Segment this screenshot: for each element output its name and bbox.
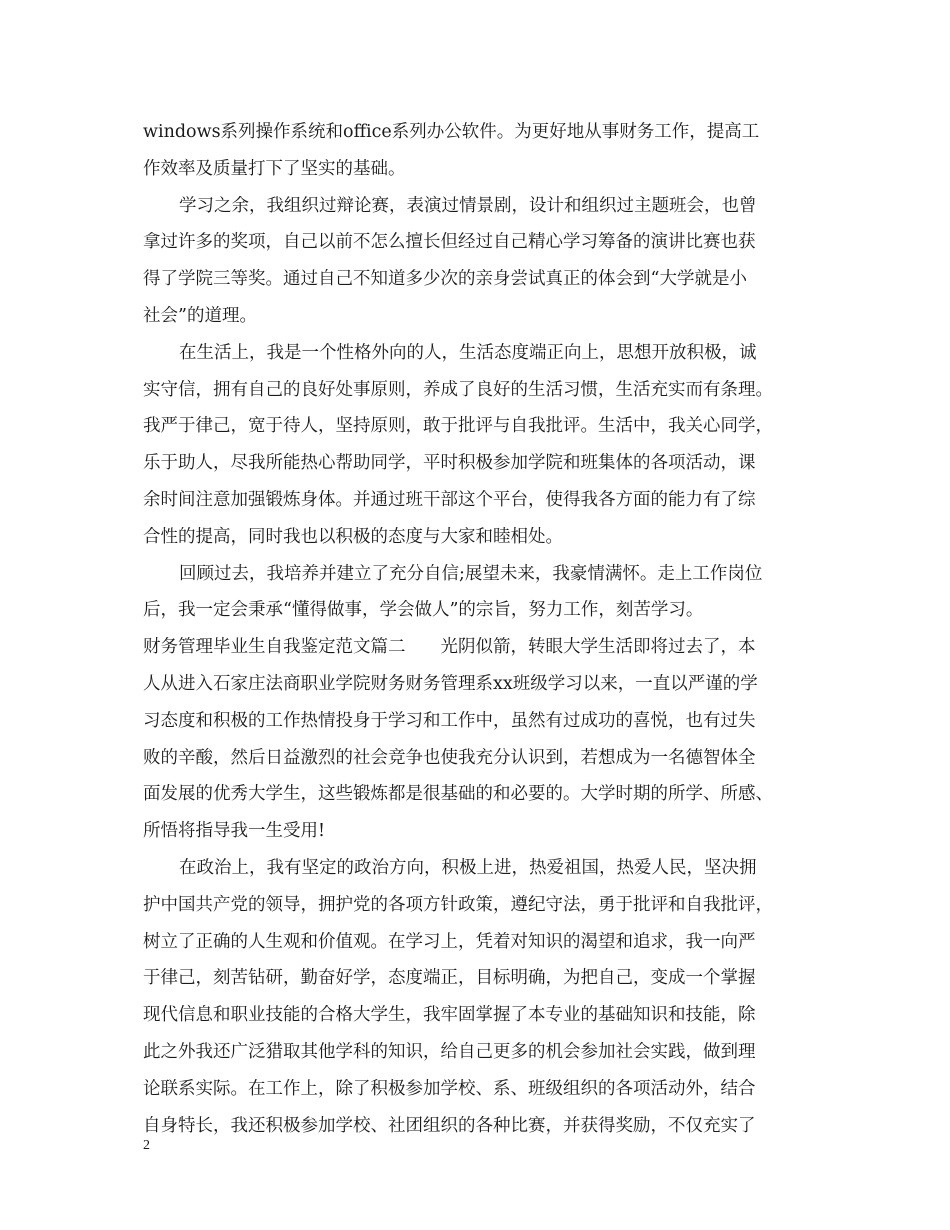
text-line: 面发展的优秀大学生，这些锻炼都是很基础的和必要的。大学时期的所学、所感、 — [143, 784, 773, 805]
text-line: windows系列操作系统和office系列办公软件。为更好地从事财务工作，提高工 — [143, 122, 760, 142]
page-number: 2 — [143, 1138, 150, 1153]
text-line: 合性的提高，同时我也以积极的态度与大家和睦相处。 — [143, 526, 563, 547]
text-line: 后，我一定会秉承“懂得做事，学会做人”的宗旨，努力工作，刻苦学习。 — [143, 600, 704, 621]
text-line: 在政治上，我有坚定的政治方向，积极上进，热爱祖国，热爱人民，坚决拥 — [179, 857, 757, 878]
text-line: 乐于助人，尽我所能热心帮助同学，平时积极参加学院和班集体的各项活动，课 — [143, 453, 756, 474]
text-line: 自身特长，我还积极参加学校、社团组织的各种比赛，并获得奖励，不仅充实了 — [143, 1115, 756, 1136]
text-line: 论联系实际。在工作上，除了积极参加学校、系、班级组织的各项活动外，结合 — [143, 1078, 756, 1099]
text-line: 习态度和积极的工作热情投身于学习和工作中，虽然有过成功的喜悦，也有过失 — [143, 710, 756, 731]
text-line: 人从进入石家庄法商职业学院财务财务管理系xx班级学习以来，一直以严谨的学 — [143, 673, 758, 694]
text-line: 作效率及质量打下了坚实的基础。 — [143, 158, 406, 179]
text-line: 现代信息和职业技能的合格大学生，我牢固掌握了本专业的基础知识和技能，除 — [143, 1005, 756, 1026]
text-line: 学习之余，我组织过辩论赛，表演过情景剧，设计和组织过主题班会，也曾 — [179, 195, 757, 216]
text-line: 在生活上，我是一个性格外向的人，生活态度端正向上，思想开放积极，诚 — [179, 342, 757, 363]
text-line: 于律己，刻苦钻研，勤奋好学，态度端正，目标明确，为把自己，变成一个掌握 — [143, 968, 756, 989]
text-line: 回顾过去，我培养并建立了充分自信;展望未来，我豪情满怀。走上工作岗位 — [179, 563, 763, 584]
text-line: 社会”的道理。 — [143, 305, 257, 326]
text-line: 余时间注意加强锻炼身体。并通过班干部这个平台，使得我各方面的能力有了综 — [143, 489, 756, 510]
text-line: 实守信，拥有自己的良好处事原则，养成了良好的生活习惯，生活充实而有条理。 — [143, 379, 773, 400]
text-line: 败的辛酸，然后日益激烈的社会竞争也使我充分认识到，若想成为一名德智体全 — [143, 747, 756, 768]
text-line: 财务管理毕业生自我鉴定范文篇二 光阴似箭，转眼大学生活即将过去了，本 — [143, 637, 756, 658]
document-body — [143, 114, 813, 1144]
text-line: 所悟将指导我一生受用! — [143, 821, 326, 842]
text-line: 拿过许多的奖项，自己以前不怎么擅长但经过自己精心学习筹备的演讲比赛也获 — [143, 232, 756, 253]
text-line: 树立了正确的人生观和价值观。在学习上，凭着对知识的渴望和追求，我一向严 — [143, 931, 756, 952]
text-line: 我严于律己，宽于待人，坚持原则，敢于批评与自我批评。生活中，我关心同学， — [143, 416, 773, 437]
text-line: 得了学院三等奖。通过自己不知道多少次的亲身尝试真正的体会到“大学就是小 — [143, 269, 747, 290]
text-line: 护中国共产党的领导，拥护党的各项方针政策，遵纪守法，勇于批评和自我批评， — [143, 894, 773, 915]
text-line: 此之外我还广泛猎取其他学科的知识，给自己更多的机会参加社会实践，做到理 — [143, 1041, 756, 1062]
